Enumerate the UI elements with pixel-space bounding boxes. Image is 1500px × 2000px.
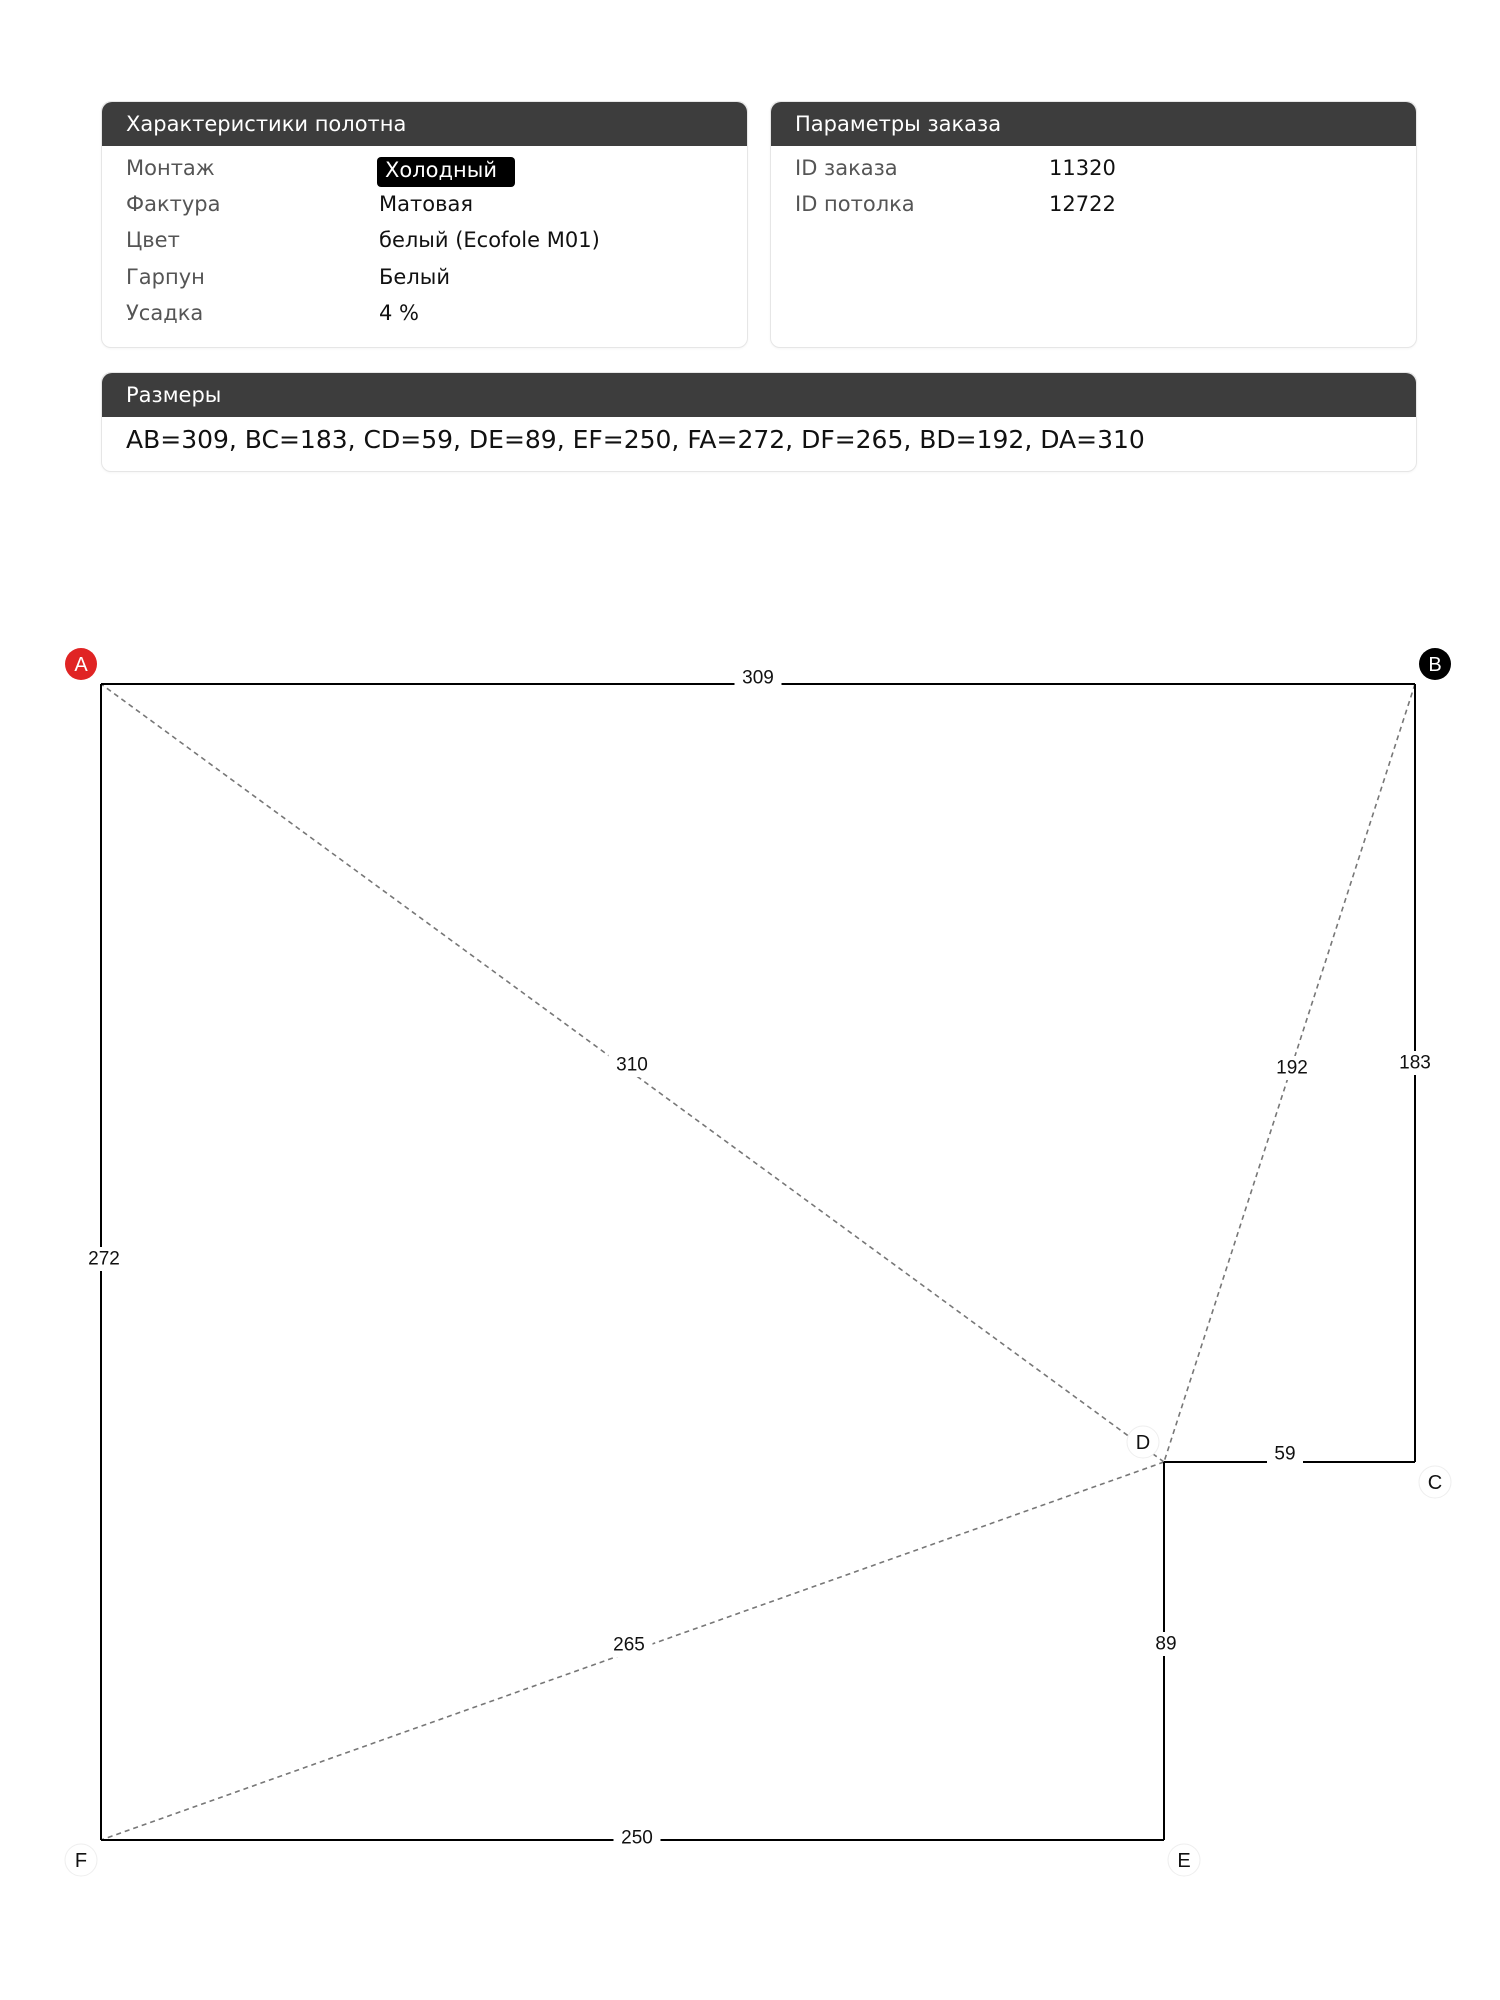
spec-value-usadka: 4 %	[379, 301, 419, 325]
spec-key-color: Цвет	[126, 228, 180, 252]
sizes-card-title: Размеры	[102, 373, 1416, 417]
edge-label-cd: 59	[1274, 1443, 1296, 1465]
spec-value-faktura: Матовая	[379, 192, 473, 216]
edge-label-ab: 309	[742, 667, 774, 689]
edge-label-df: 265	[613, 1634, 645, 1656]
edge-label-bd: 192	[1276, 1057, 1308, 1079]
order-value-order-id: 11320	[1049, 156, 1116, 180]
spec-value-color: белый (Ecofole M01)	[379, 228, 600, 252]
edge-label-da: 310	[616, 1054, 648, 1076]
sizes-text: AB=309, BC=183, CD=59, DE=89, EF=250, FA=272, DF=265, BD=192, DA=310	[126, 425, 1145, 454]
edge-label-de: 89	[1155, 1633, 1177, 1655]
order-key-order-id: ID заказа	[795, 156, 898, 180]
spec-key-faktura: Фактура	[126, 192, 221, 216]
vertex-label-d: D	[1135, 1432, 1151, 1454]
edge-label-fa: 272	[88, 1248, 120, 1270]
vertex-label-e: E	[1177, 1850, 1191, 1872]
order-key-ceiling-id: ID потолка	[795, 192, 915, 216]
vertex-label-b: B	[1428, 654, 1442, 676]
spec-badge-montazh: Холодный	[377, 157, 515, 187]
vertex-label-a: A	[74, 654, 88, 676]
order-card-title: Параметры заказа	[771, 102, 1416, 146]
spec-key-usadka: Усадка	[126, 301, 204, 325]
specs-card-title: Характеристики полотна	[102, 102, 747, 146]
edge-label-bc: 183	[1399, 1052, 1431, 1074]
spec-key-montazh: Монтаж	[126, 156, 215, 180]
vertex-label-c: C	[1427, 1472, 1443, 1494]
order-value-ceiling-id: 12722	[1049, 192, 1116, 216]
spec-key-garpun: Гарпун	[126, 265, 205, 289]
spec-value-garpun: Белый	[379, 265, 450, 289]
vertex-label-f: F	[74, 1850, 88, 1872]
edge-label-ef: 250	[621, 1827, 653, 1849]
